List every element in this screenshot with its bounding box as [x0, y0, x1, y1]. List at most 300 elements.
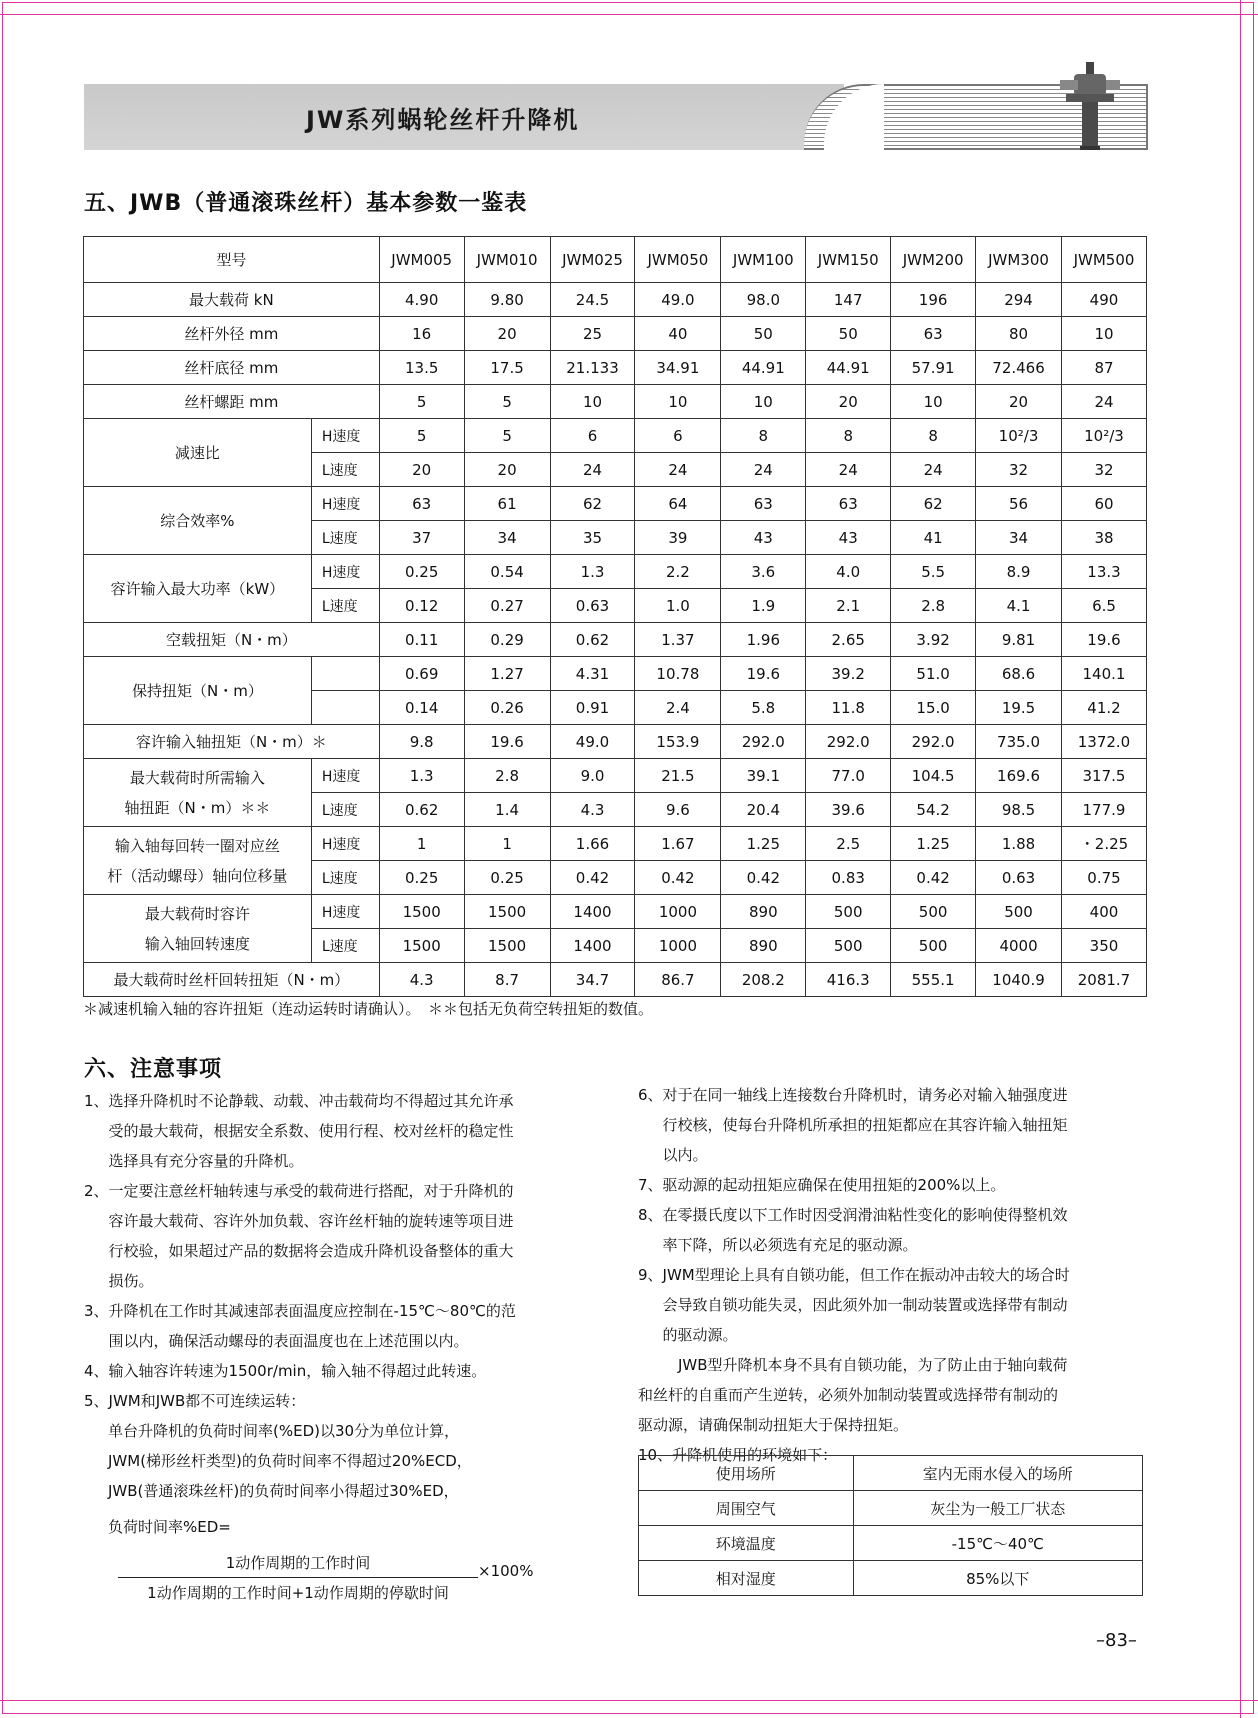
dot-mark: ・	[1079, 835, 1095, 853]
table-cell: 43	[806, 521, 891, 555]
cell-value: 2.25	[1094, 835, 1129, 853]
table-cell: 292.0	[721, 725, 806, 759]
table-cell: 500	[891, 895, 976, 929]
note-number: 7、	[638, 1176, 663, 1194]
table-cell: 0.14	[379, 691, 464, 725]
note-text	[663, 1170, 1006, 1200]
speed-label: L速度	[311, 929, 379, 963]
note-line: 行校验，如果超过产品的数据将会造成升降机设备整体的重大	[108, 1242, 514, 1260]
row-label	[84, 895, 312, 963]
table-row	[639, 1561, 1143, 1596]
table-cell: 1	[379, 827, 464, 861]
row-label-line: 输入轴回转速度	[144, 934, 250, 953]
table-cell: 64	[635, 487, 721, 521]
table-cell: 9.6	[635, 793, 721, 827]
table-cell: 10.78	[635, 657, 721, 691]
note-line: 驱动源的起动扭矩应确保在使用扭矩的200%以上。	[662, 1176, 1006, 1194]
model-cell: JWM025	[550, 237, 635, 283]
table-row	[84, 419, 1147, 453]
row-label-line: 杆（活动螺母）轴向位移量	[107, 866, 288, 885]
table-cell: 350	[1061, 929, 1146, 963]
table-cell: 8	[721, 419, 806, 453]
table-cell: 24	[721, 453, 806, 487]
note-number: 9、	[638, 1266, 663, 1284]
note-number: 4、	[84, 1362, 109, 1380]
table-cell: 1040.9	[976, 963, 1062, 997]
table-row	[84, 657, 1147, 691]
table-cell: 1.66	[550, 827, 635, 861]
note-line: JWM型理论上具有自锁功能，但工作在振动冲击较大的场合时	[662, 1266, 1070, 1284]
table-cell: 57.91	[891, 351, 976, 385]
formula-fraction	[118, 1552, 478, 1603]
table-cell: 1000	[635, 895, 721, 929]
table-cell: 1372.0	[1061, 725, 1146, 759]
table-cell: 8.7	[464, 963, 550, 997]
section5-title: 五、JWB（普通滚珠丝杆）基本参数一鉴表	[84, 191, 528, 216]
table-cell: 4000	[976, 929, 1062, 963]
table-cell: 63	[721, 487, 806, 521]
table-cell: 1400	[550, 929, 635, 963]
table-cell: 4.31	[550, 657, 635, 691]
table-cell: 0.12	[379, 589, 464, 623]
table-cell: 63	[891, 317, 976, 351]
table-cell: 63	[379, 487, 464, 521]
table-cell: 1500	[464, 929, 550, 963]
table-cell: 98.5	[976, 793, 1062, 827]
note-item	[84, 1386, 594, 1416]
table-cell: 41.2	[1061, 691, 1146, 725]
note-line: 选择具有充分容量的升降机。	[108, 1152, 304, 1170]
note-line: 容许最大载荷、容许外加负载、容许丝杆轴的旋转速等项目进	[108, 1212, 514, 1230]
notes-right	[638, 1080, 1148, 1470]
table-cell: 21.5	[635, 759, 721, 793]
section6-title: 六、注意事项	[84, 1057, 223, 1082]
table-cell: 0.75	[1061, 861, 1146, 895]
table-cell: 20	[379, 453, 464, 487]
table-cell: 13.5	[379, 351, 464, 385]
table-row	[84, 725, 1147, 759]
table-cell: 1.25	[721, 827, 806, 861]
table-cell: 500	[976, 895, 1062, 929]
note-text	[109, 1176, 514, 1296]
table-cell: 1500	[379, 929, 464, 963]
table-footnote: ＊减速机输入轴的容许扭矩（连动运转时请确认）。 ＊＊包括无负荷空转扭矩的数值。	[83, 1000, 654, 1018]
table-cell: 2.65	[806, 623, 891, 657]
row-label-line: 轴扭距（N・m）＊＊	[124, 798, 271, 817]
table-cell: 4.1	[976, 589, 1062, 623]
row-label	[84, 759, 312, 827]
table-cell: 735.0	[976, 725, 1062, 759]
note-line: 驱动源，请确保制动扭矩大于保持扭矩。	[638, 1416, 909, 1434]
table-cell: 5.8	[721, 691, 806, 725]
table-cell: 51.0	[891, 657, 976, 691]
table-cell: 0.25	[379, 861, 464, 895]
table-row	[639, 1526, 1143, 1561]
note-number: 1、	[84, 1092, 109, 1110]
model-label: 型号	[84, 237, 380, 283]
note-text	[109, 1386, 306, 1416]
note-item	[84, 1086, 594, 1176]
env-key: 相对湿度	[639, 1561, 854, 1596]
table-cell: 68.6	[976, 657, 1062, 691]
table-cell: 98.0	[721, 283, 806, 317]
note-text	[663, 1260, 1070, 1350]
note-line: 受的最大载荷，根据安全系数、使用行程、校对丝杆的稳定性	[108, 1122, 514, 1140]
table-cell: 16	[379, 317, 464, 351]
table-cell: 2.8	[464, 759, 550, 793]
note-line: 选择升降机时不论静载、动载、冲击载荷均不得超过其允许承	[108, 1092, 514, 1110]
formula-numerator: 1动作周期的工作时间	[118, 1552, 478, 1578]
table-row	[84, 963, 1147, 997]
table-cell: 2.5	[806, 827, 891, 861]
row-label: 综合效率%	[84, 487, 312, 555]
table-cell: 1	[464, 827, 550, 861]
model-cell: JWM200	[891, 237, 976, 283]
note-item	[638, 1170, 1148, 1200]
table-cell: 49.0	[635, 283, 721, 317]
table-cell: 80	[976, 317, 1062, 351]
table-cell: 50	[806, 317, 891, 351]
note-number: 2、	[84, 1182, 109, 1200]
speed-label: L速度	[311, 861, 379, 895]
table-cell: 35	[550, 521, 635, 555]
note-line: 在零摄氏度以下工作时因受润滑油粘性变化的影响使得整机效	[662, 1206, 1068, 1224]
table-cell: 0.25	[464, 861, 550, 895]
table-cell: 8	[806, 419, 891, 453]
env-value: 室内无雨水侵入的场所	[853, 1456, 1142, 1491]
table-cell: 2.4	[635, 691, 721, 725]
table-cell: 169.6	[976, 759, 1062, 793]
row-label: 空载扭矩（N・m）	[84, 623, 380, 657]
row-label-line: 最大载荷时所需输入	[129, 768, 265, 787]
table-row	[84, 555, 1147, 589]
note-line: JWB(普通滚珠丝杆)的负荷时间率小得超过30%ED，	[108, 1482, 459, 1500]
table-cell: 1000	[635, 929, 721, 963]
table-row	[84, 895, 1147, 929]
note-text	[663, 1080, 1068, 1170]
screw-jack-illustration	[1030, 62, 1150, 152]
table-cell: 0.27	[464, 589, 550, 623]
table-cell: 9.80	[464, 283, 550, 317]
table-row	[639, 1456, 1143, 1491]
formula-multiplier: ×100%	[478, 1562, 534, 1580]
table-cell: 24	[635, 453, 721, 487]
table-cell: 19.6	[721, 657, 806, 691]
table-cell: 1500	[379, 895, 464, 929]
table-cell: 0.29	[464, 623, 550, 657]
table-cell: 0.62	[379, 793, 464, 827]
row-label: 丝杆外径 mm	[84, 317, 380, 351]
note-item	[84, 1176, 594, 1296]
table-cell: 177.9	[1061, 793, 1146, 827]
table-header-row	[84, 237, 1147, 283]
table-cell: 24	[1061, 385, 1146, 419]
note-line: JWM(梯形丝杆类型)的负荷时间率不得超过20%ECD，	[108, 1452, 472, 1470]
env-key: 环境温度	[639, 1526, 854, 1561]
table-cell: 1400	[550, 895, 635, 929]
table-cell: 60	[1061, 487, 1146, 521]
table-cell: 25	[550, 317, 635, 351]
table-cell: 3.92	[891, 623, 976, 657]
table-cell: 317.5	[1061, 759, 1146, 793]
note-line: 率下降，所以必须选有充足的驱动源。	[662, 1236, 918, 1254]
table-cell: 2081.7	[1061, 963, 1146, 997]
row-label	[84, 827, 312, 895]
table-cell: 500	[806, 929, 891, 963]
trim-line-right	[1240, 0, 1241, 1718]
table-cell: 0.26	[464, 691, 550, 725]
table-cell: 43	[721, 521, 806, 555]
table-cell: 1.3	[550, 555, 635, 589]
table-cell: 39.2	[806, 657, 891, 691]
table-cell: 10	[721, 385, 806, 419]
table-cell: 20	[976, 385, 1062, 419]
table-cell: 1.67	[635, 827, 721, 861]
model-cell: JWM100	[721, 237, 806, 283]
note-number: 6、	[638, 1086, 663, 1104]
model-cell: JWM050	[635, 237, 721, 283]
note-text	[109, 1296, 516, 1356]
table-cell: 1.27	[464, 657, 550, 691]
formula-denominator: 1动作周期的工作时间+1动作周期的停歇时间	[147, 1584, 449, 1602]
table-cell: 104.5	[891, 759, 976, 793]
note-line: JWB型升降机本身不具有自锁功能，为了防止由于轴向载荷	[678, 1356, 1068, 1374]
env-key: 使用场所	[639, 1456, 854, 1491]
note-10: 10、升降机使用的环境如下：	[638, 1446, 838, 1464]
table-cell: 24	[550, 453, 635, 487]
speed-label: H速度	[311, 555, 379, 589]
table-cell: 0.11	[379, 623, 464, 657]
table-cell: 6	[635, 419, 721, 453]
table-cell: 77.0	[806, 759, 891, 793]
table-row	[84, 351, 1147, 385]
note-line: 围以内，确保活动螺母的表面温度也在上述范围以内。	[108, 1332, 469, 1350]
table-cell: 1.88	[976, 827, 1062, 861]
note-line: 和丝杆的自重而产生逆转，必须外加制动装置或选择带有制动的	[638, 1386, 1059, 1404]
table-cell: 196	[891, 283, 976, 317]
note-item	[638, 1200, 1148, 1260]
note-line: 的驱动源。	[662, 1326, 738, 1344]
table-cell: 0.42	[635, 861, 721, 895]
table-cell: 61	[464, 487, 550, 521]
row-label: 减速比	[84, 419, 312, 487]
table-cell: 500	[806, 895, 891, 929]
parameter-table	[83, 236, 1147, 997]
row-label: 丝杆底径 mm	[84, 351, 380, 385]
note-line: 损伤。	[108, 1272, 154, 1290]
note-text	[663, 1200, 1068, 1260]
speed-label: L速度	[311, 521, 379, 555]
table-cell: 0.62	[550, 623, 635, 657]
table-cell: 208.2	[721, 963, 806, 997]
env-key: 周围空气	[639, 1491, 854, 1526]
row-label: 丝杆螺距 mm	[84, 385, 380, 419]
table-cell: 10	[635, 385, 721, 419]
jwb-paragraph	[638, 1350, 1148, 1440]
page-number: –83–	[1096, 1630, 1137, 1651]
table-cell: 21.133	[550, 351, 635, 385]
table-cell: 8	[891, 419, 976, 453]
table-row	[84, 487, 1147, 521]
table-cell: 32	[1061, 453, 1146, 487]
speed-label: H速度	[311, 419, 379, 453]
environment-table	[638, 1455, 1143, 1596]
table-cell: 24.5	[550, 283, 635, 317]
note-line: 行校核，使每台升降机所承担的扭矩都应在其容许输入轴扭矩	[662, 1116, 1068, 1134]
table-cell: 19.5	[976, 691, 1062, 725]
speed-label: H速度	[311, 895, 379, 929]
table-cell: 20	[464, 453, 550, 487]
table-cell: 49.0	[550, 725, 635, 759]
empty-cell	[311, 691, 379, 725]
table-cell: 39	[635, 521, 721, 555]
table-cell: 56	[976, 487, 1062, 521]
table-row	[84, 623, 1147, 657]
trim-line-top	[0, 14, 1258, 15]
table-cell: 0.25	[379, 555, 464, 589]
model-cell: JWM500	[1061, 237, 1146, 283]
table-cell: 44.91	[806, 351, 891, 385]
table-cell: 0.91	[550, 691, 635, 725]
table-cell: 24	[891, 453, 976, 487]
table-cell: 400	[1061, 895, 1146, 929]
table-cell: 416.3	[806, 963, 891, 997]
trim-line-bottom	[0, 1700, 1258, 1701]
table-cell: 5	[379, 385, 464, 419]
table-cell: 0.42	[550, 861, 635, 895]
model-cell: JWM005	[379, 237, 464, 283]
table-cell: 11.8	[806, 691, 891, 725]
table-cell: 34	[464, 521, 550, 555]
table-cell: 2.1	[806, 589, 891, 623]
table-cell: 0.54	[464, 555, 550, 589]
model-cell: JWM150	[806, 237, 891, 283]
table-cell: 15.0	[891, 691, 976, 725]
table-cell: 555.1	[891, 963, 976, 997]
table-cell: 0.42	[891, 861, 976, 895]
table-cell: 40	[635, 317, 721, 351]
table-cell: 1500	[464, 895, 550, 929]
table-row	[84, 759, 1147, 793]
note-item	[638, 1260, 1148, 1350]
table-cell: 8.9	[976, 555, 1062, 589]
table-cell: 86.7	[635, 963, 721, 997]
table-cell: 39.1	[721, 759, 806, 793]
table-cell: 6.5	[1061, 589, 1146, 623]
row-label-line: 最大载荷时容许	[144, 904, 250, 923]
note-text	[109, 1356, 487, 1386]
table-cell: 153.9	[635, 725, 721, 759]
table-cell	[1061, 827, 1146, 861]
note-line: 以内。	[662, 1146, 708, 1164]
table-cell: 20	[464, 317, 550, 351]
row-label-line: 输入轴每回转一圈对应丝	[114, 836, 280, 855]
table-cell: 5	[464, 419, 550, 453]
table-cell: 34.7	[550, 963, 635, 997]
speed-label: L速度	[311, 453, 379, 487]
env-value: -15℃～40℃	[853, 1526, 1142, 1561]
table-cell: 140.1	[1061, 657, 1146, 691]
table-cell: 72.466	[976, 351, 1062, 385]
table-cell: 1.37	[635, 623, 721, 657]
notes-left	[84, 1086, 594, 1506]
table-cell: 19.6	[1061, 623, 1146, 657]
note-line: 会导致自锁功能失灵，因此须外加一制动装置或选择带有制动	[662, 1296, 1068, 1314]
table-cell: 37	[379, 521, 464, 555]
table-cell: 490	[1061, 283, 1146, 317]
table-cell: 10	[1061, 317, 1146, 351]
table-cell: 6	[550, 419, 635, 453]
table-cell: 0.69	[379, 657, 464, 691]
table-row	[84, 283, 1147, 317]
table-cell: 1.3	[379, 759, 464, 793]
table-cell: 34	[976, 521, 1062, 555]
table-cell: 50	[721, 317, 806, 351]
table-cell: 10	[550, 385, 635, 419]
note-line: 对于在同一轴线上连接数台升降机时，请务必对输入轴强度进	[662, 1086, 1068, 1104]
header-title: JW系列蜗轮丝杆升降机	[306, 106, 580, 134]
table-cell: 9.8	[379, 725, 464, 759]
model-cell: JWM010	[464, 237, 550, 283]
table-cell: 1.25	[891, 827, 976, 861]
table-cell: 62	[891, 487, 976, 521]
speed-label: H速度	[311, 487, 379, 521]
table-cell: 1.96	[721, 623, 806, 657]
table-cell: 20	[806, 385, 891, 419]
note-line: 单台升降机的负荷时间率(%ED)以30分为单位计算，	[108, 1422, 460, 1440]
table-row	[84, 827, 1147, 861]
model-cell: JWM300	[976, 237, 1062, 283]
row-label: 容许输入轴扭矩（N・m）＊	[84, 725, 380, 759]
table-cell: 292.0	[891, 725, 976, 759]
env-value: 85%以下	[853, 1561, 1142, 1596]
note-line: JWM和JWB都不可连续运转：	[108, 1392, 306, 1410]
table-row	[639, 1491, 1143, 1526]
table-cell: 2.8	[891, 589, 976, 623]
empty-cell	[311, 657, 379, 691]
table-cell: 5	[464, 385, 550, 419]
table-cell: 9.81	[976, 623, 1062, 657]
header-banner	[84, 84, 1148, 150]
note-number: 5、	[84, 1392, 109, 1410]
table-cell: 41	[891, 521, 976, 555]
note-number: 3、	[84, 1302, 109, 1320]
note-item	[84, 1356, 594, 1386]
table-cell: 3.6	[721, 555, 806, 589]
table-cell: 0.63	[550, 589, 635, 623]
speed-label: H速度	[311, 759, 379, 793]
table-cell: 1.0	[635, 589, 721, 623]
note-number: 8、	[638, 1206, 663, 1224]
table-cell: 2.2	[635, 555, 721, 589]
table-cell: 24	[806, 453, 891, 487]
row-label: 最大载荷 kN	[84, 283, 380, 317]
table-cell: 87	[1061, 351, 1146, 385]
table-cell: 10	[891, 385, 976, 419]
table-cell: 890	[721, 929, 806, 963]
table-cell: 10²/3	[976, 419, 1062, 453]
note5-detail	[84, 1416, 594, 1506]
table-cell: 5	[379, 419, 464, 453]
table-cell: 4.3	[550, 793, 635, 827]
table-cell: 20.4	[721, 793, 806, 827]
table-cell: 19.6	[464, 725, 550, 759]
row-label: 最大载荷时丝杆回转扭矩（N・m）	[84, 963, 380, 997]
table-cell: 62	[550, 487, 635, 521]
formula-lhs: 负荷时间率%ED=	[108, 1518, 231, 1536]
table-cell: 292.0	[806, 725, 891, 759]
table-cell: 147	[806, 283, 891, 317]
